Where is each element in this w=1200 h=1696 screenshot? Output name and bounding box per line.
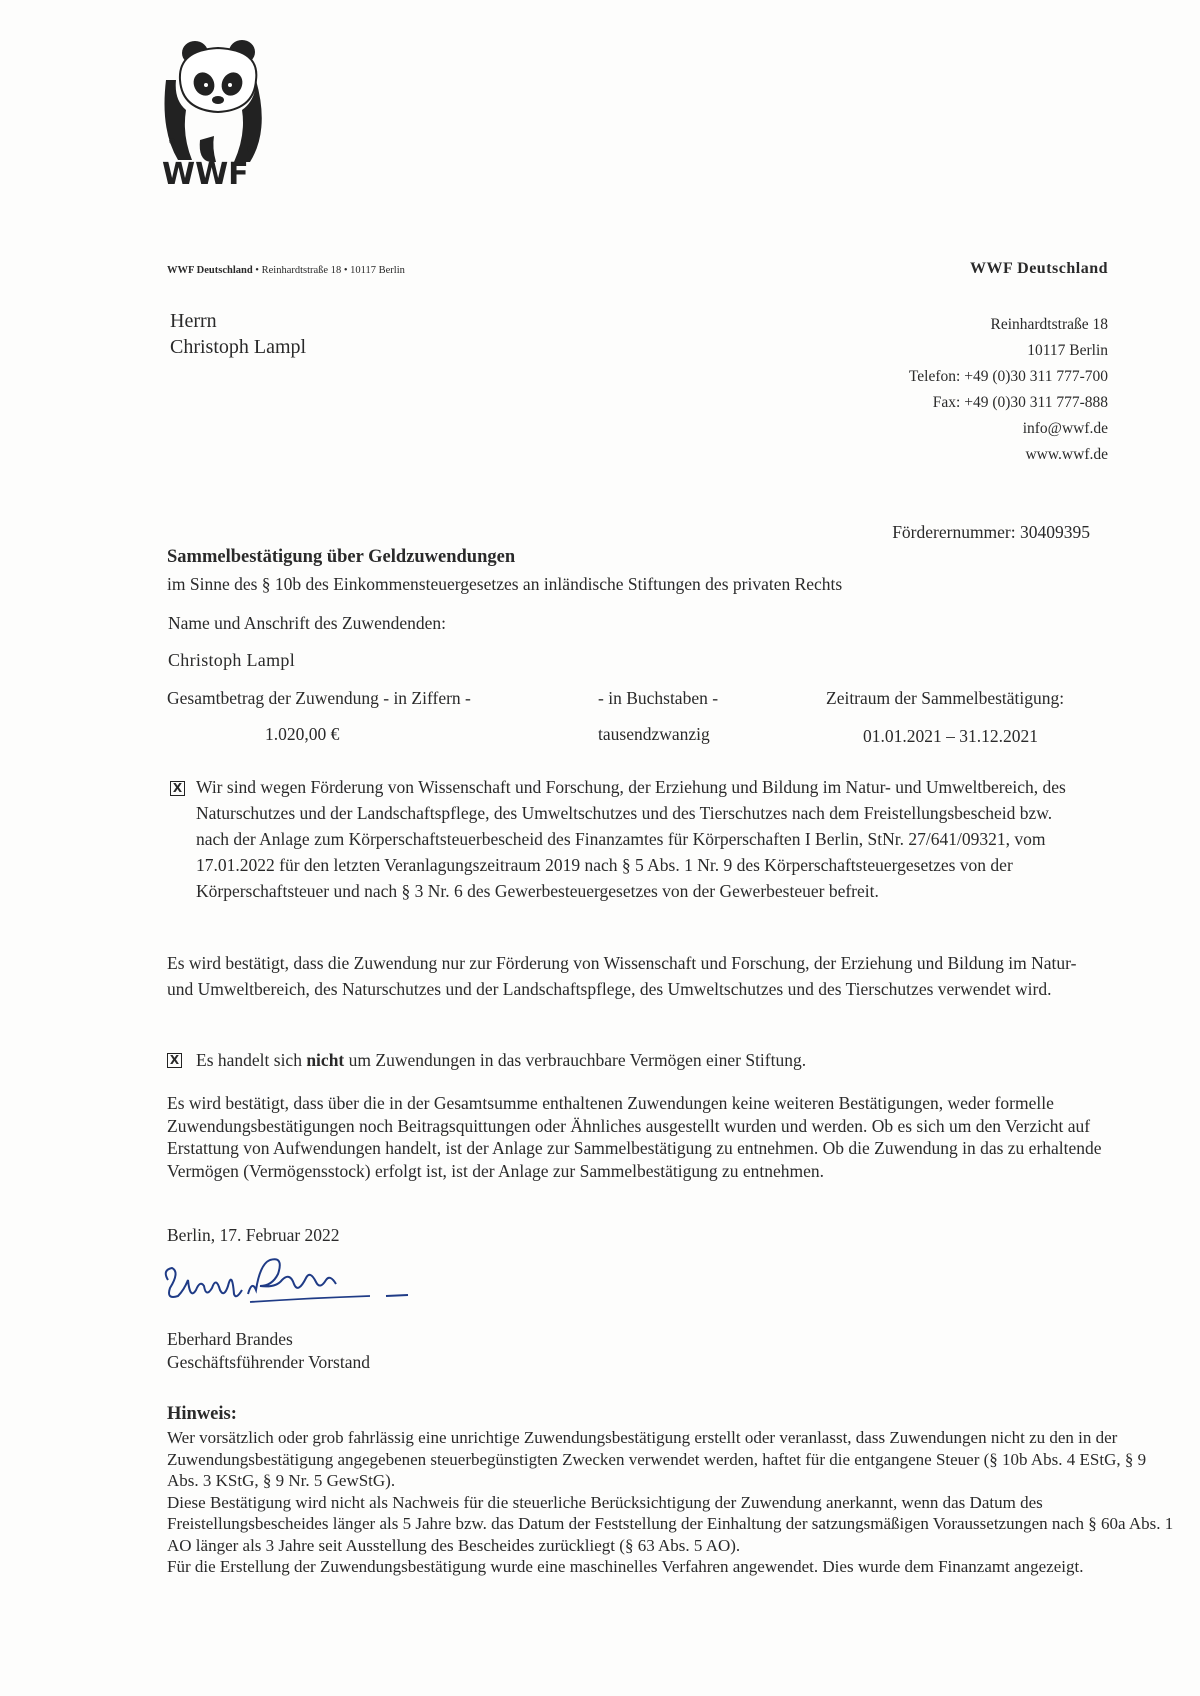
signature [160, 1250, 430, 1320]
signer-name: Eberhard Brandes [167, 1329, 293, 1349]
signer-block [167, 1328, 370, 1374]
period-label: Zeitraum der Sammelbestätigung: [826, 688, 1065, 708]
recipient-salutation: Herrn [170, 310, 217, 332]
notice-paragraph-3: Für die Erstellung der Zuwendungsbestätigung wurde eine maschinelles Verfahren angewendet. Dies wurde dem Finanzamt angezeigt. [167, 1557, 1084, 1576]
svg-text:®: ® [168, 137, 176, 146]
recipient-address [170, 308, 306, 360]
contact-email: info@wwf.de [1022, 420, 1108, 437]
notice-paragraph-1: Wer vorsätzlich oder grob fahrlässig eine unrichtige Zuwendungsbestätigung erstellt oder veranlasst, dass Zuwendungen nicht zu den in der Zuwendungsbestätigung angegebenen steuerbegünstigten Zwecken verwendet werden, haftet für die entgangene Steuer (§ 10b Abs. 4 EStG, § 9 Abs. 3 KStG, § 9 Nr. 5 GewStG). [167, 1428, 1147, 1490]
document-subtitle: im Sinne des § 10b des Einkommensteuergesetzes an inländische Stiftungen des privaten Rechts [167, 574, 843, 594]
date-line: Berlin, 17. Februar 2022 [167, 1225, 340, 1245]
sender-return-address: WWF Deutschland • Reinhardtstraße 18 • 10117 Berlin [167, 265, 405, 276]
period-value: 01.01.2021 – 31.12.2021 [863, 726, 1038, 746]
tax-exempt-paragraph: Wir sind wegen Förderung von Wissenschaft und Forschung, der Erziehung und Bildung im Natur- und Umweltbereich, des Naturschutzes und der Landschaftspflege, des Umweltschutzes und des Tierschutzes nach dem Freistellungsbescheid bzw. nach der Anlage zum Körperschaftsteuerbescheid des Finanzamtes für Körperschaften I Berlin, StNr. 27/641/09321, vom 17.01.2022 für den letzten Veranlagungszeitraum 2019 nach § 5 Abs. 1 Nr. 9 des Körperschaftsteuergesetzes von der Körperschaftsteuer und nach § 3 Nr. 6 des Gewerbesteuergesetzes von der Gewerbesteuer befreit. [196, 777, 1066, 901]
not-consumable-paragraph: Es handelt sich nicht um Zuwendungen in das verbrauchbare Vermögen einer Stiftung. [196, 1050, 807, 1070]
contact-phone: Telefon: +49 (0)30 311 777-700 [908, 368, 1108, 385]
notice-text [167, 1427, 1177, 1578]
contact-web: www.wwf.de [1025, 446, 1108, 463]
amount-words: tausendzwanzig [598, 724, 710, 744]
notice-title: Hinweis: [167, 1404, 237, 1424]
not-consumable-checkbox: X [167, 1053, 182, 1068]
confirmation-paragraph: Es wird bestätigt, dass über die in der Gesamtsumme enthaltenen Zuwendungen keine weiteren Bestätigungen, weder formelle Zuwendungsbestätigungen noch Beitragsquittungen oder Ähnliches ausgestellt wurden und werden. Ob es sich um den Verzicht auf Erstattung von Aufwendungen handelt, ist der Anlage zur Sammelbestätigung zu entnehmen. Ob die Zuwendung in das zu erhaltende Vermögen (Vermögensstock) erfolgt ist, ist der Anlage zur Sammelbestätigung zu entnehmen. [167, 1093, 1102, 1181]
amount-digits: 1.020,00 € [265, 724, 340, 744]
contact-fax: Fax: +49 (0)30 311 777-888 [932, 394, 1108, 411]
wwf-logo [160, 40, 270, 190]
svg-text:®: ® [246, 145, 254, 154]
contact-block [909, 312, 1108, 468]
recipient-name: Christoph Lampl [170, 336, 307, 358]
donor-name: Christoph Lampl [168, 650, 295, 670]
usage-paragraph: Es wird bestätigt, dass die Zuwendung nur zur Förderung von Wissenschaft und Forschung, der Erziehung und Bildung im Natur- und Umweltbereich, des Naturschutzes und der Landschaftspflege, des Umweltschutzes und des Tierschutzes verwendet wird. [167, 953, 1077, 999]
donor-label: Name und Anschrift des Zuwendenden: [168, 613, 446, 633]
document-title: Sammelbestätigung über Geldzuwendungen [167, 547, 516, 567]
tax-exempt-checkbox: X [170, 781, 185, 796]
amount-digits-label: Gesamtbetrag der Zuwendung - in Ziffern - [167, 688, 471, 708]
contact-street: Reinhardtstraße 18 [990, 316, 1108, 333]
organization-name: WWF Deutschland [969, 260, 1108, 277]
signer-role: Geschäftsführender Vorstand [167, 1352, 370, 1372]
donor-number: Förderernummer: 30409395 [892, 522, 1090, 542]
amount-words-label: - in Buchstaben - [598, 688, 719, 708]
contact-city: 10117 Berlin [1027, 342, 1108, 359]
logo-wordmark: WWF [162, 157, 249, 190]
notice-paragraph-2: Diese Bestätigung wird nicht als Nachweis für die steuerliche Berücksichtigung der Zuwendung anerkannt, wenn das Datum des Freistellungsbescheides länger als 5 Jahre bzw. das Datum der Feststellung der Einhaltung der satzungsmäßigen Voraussetzungen nach § 60a Abs. 1 AO länger als 3 Jahre seit Ausstellung des Bescheides zurückliegt (§ 63 Abs. 5 AO). [167, 1492, 1174, 1555]
